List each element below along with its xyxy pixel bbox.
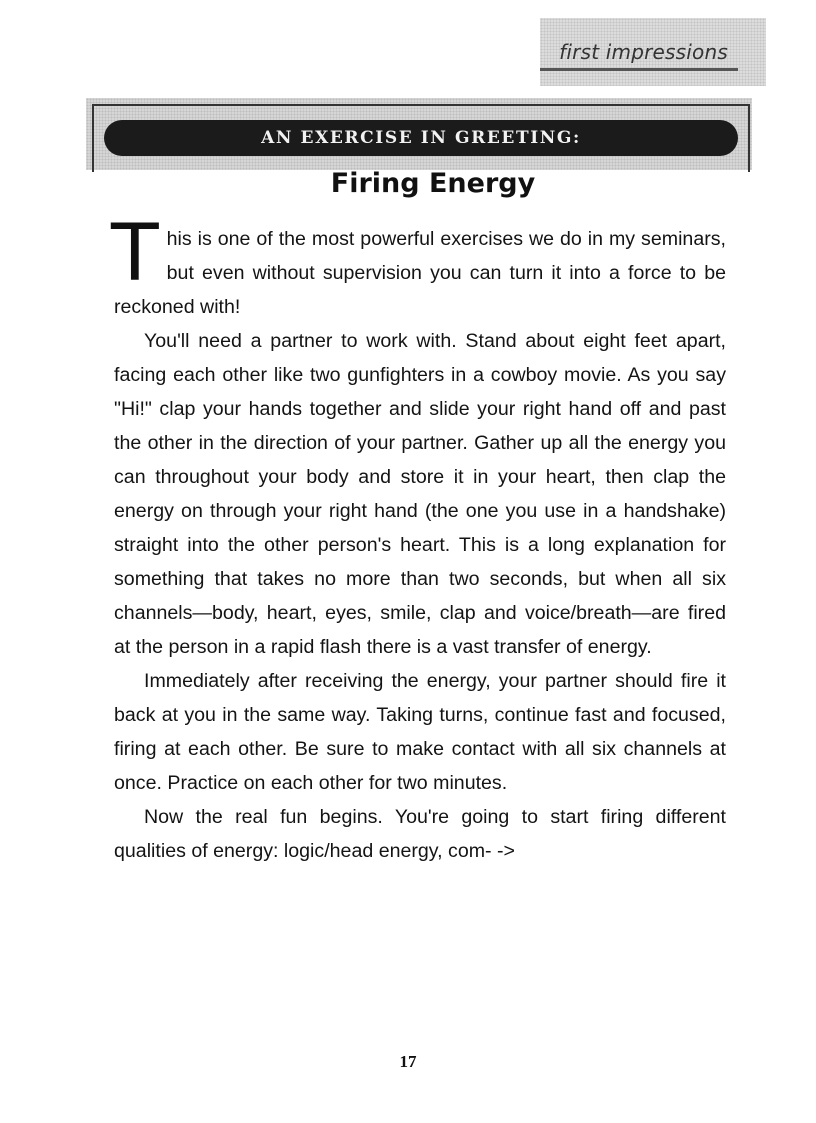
page-number: 17 [399, 1052, 417, 1071]
paragraph-3: Immediately after receiving the energy, your partner should fire it back at you in the same way. Taking turns, continue fast and focused, firing at each other. Be sure to make contact with all six channels at once. Practice on each other for two minutes. [114, 670, 726, 794]
paragraph-4: Now the real fun begins. You're going to start firing different qualities of energy: logic/head energy, com- -> [114, 806, 726, 862]
drop-cap: T [111, 209, 159, 299]
article-title: Firing Energy [330, 168, 536, 199]
banner-text: AN EXERCISE IN GREETING: [261, 128, 581, 148]
article-body [111, 209, 726, 868]
running-head [540, 18, 766, 86]
running-head-rule [540, 68, 738, 71]
paragraph-1 [111, 209, 726, 324]
section-banner [86, 98, 752, 170]
banner-bar [104, 120, 738, 156]
paragraph-2: You'll need a partner to work with. Stand about eight feet apart, facing each other like two gunfighters in a cowboy movie. As you say "Hi!" clap your hands together and slide your right hand off and past the other in the direction of your partner. Gather up all the energy you can throughout your body and store it in your heart, then clap the energy on through your right hand (the one you use in a handshake) straight into the other person's heart. This is a long explanation for something that takes no more than two seconds, but when all six channels—body, heart, eyes, smile, clap and voice/breath—are fired at the person in a rapid flash there is a vast transfer of energy. [114, 330, 726, 658]
paragraph-1-text: his is one of the most powerful exercises we do in my seminars, but even without supervision you can turn it into a force to be reckoned with! [114, 228, 726, 318]
running-head-text: first impressions [559, 40, 728, 64]
